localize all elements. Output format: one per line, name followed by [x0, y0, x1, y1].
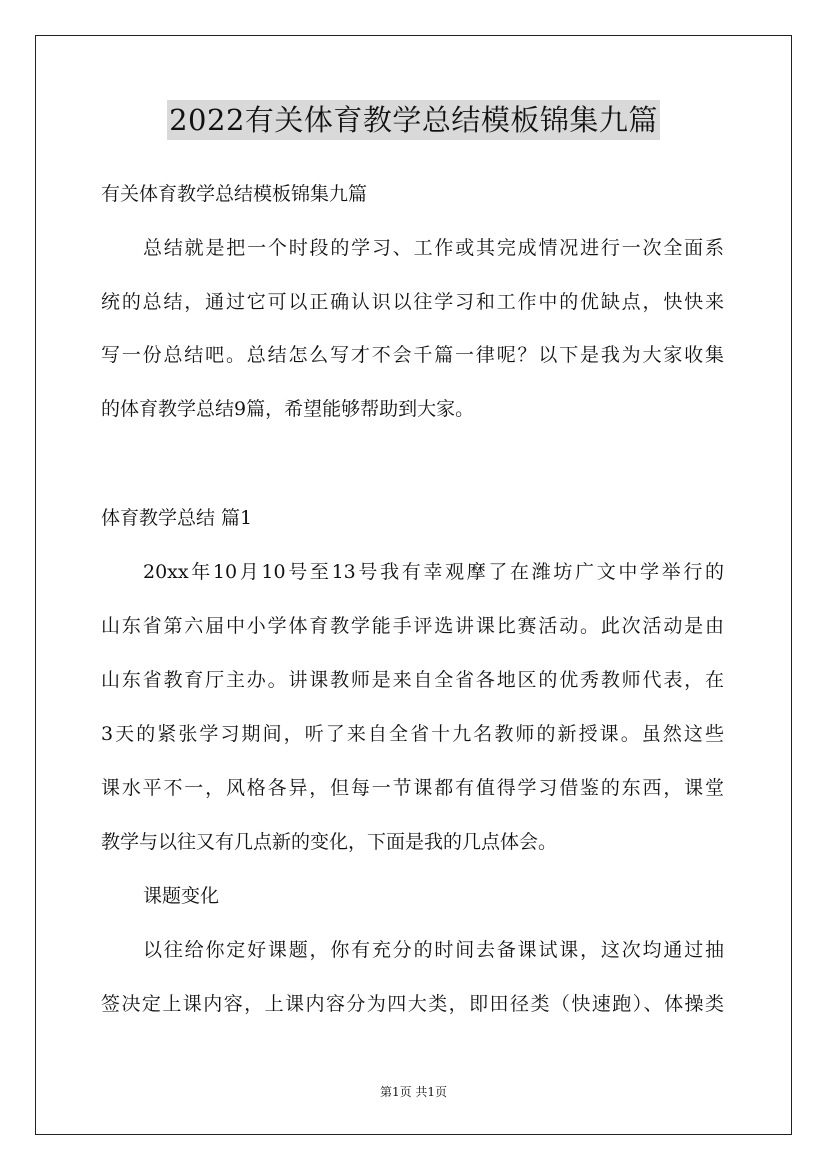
section-line-2: 山东省第六届中小学体育教学能手评选讲课比赛活动。此次活动是由 [101, 615, 724, 637]
para2-line-2: 签决定上课内容，上课内容分为四大类，即田径类（快速跑）、体操类 [101, 993, 724, 1015]
subheading: 课题变化 [143, 885, 220, 907]
intro-line-2: 统的总结，通过它可以正确认识以往学习和工作中的优缺点，快快来 [101, 291, 724, 313]
section-line-3: 山东省教育厅主办。讲课教师是来自全省各地区的优秀教师代表，在 [101, 669, 724, 691]
para2-line-1: 以往给你定好课题，你有充分的时间去备课试课，这次均通过抽 [143, 939, 724, 961]
section-line-5: 课水平不一，风格各异，但每一节课都有值得学习借鉴的东西，课堂 [101, 777, 724, 799]
document-title: 2022有关体育教学总结模板锦集九篇 [167, 100, 660, 140]
subtitle: 有关体育教学总结模板锦集九篇 [101, 183, 368, 205]
page-footer: 第1页 共1页 [379, 1085, 448, 1099]
section-line-1: 20xx年10月10号至13号我有幸观摩了在潍坊广文中学举行的 [143, 561, 724, 583]
title-container [0, 100, 827, 140]
intro-line-3: 写一份总结吧。总结怎么写才不会千篇一律呢？以下是我为大家收集 [101, 344, 724, 366]
intro-line-4: 的体育教学总结9篇，希望能够帮助到大家。 [101, 398, 475, 420]
section-heading: 体育教学总结 篇1 [101, 507, 253, 529]
intro-line-1: 总结就是把一个时段的学习、工作或其完成情况进行一次全面系 [143, 237, 724, 259]
section-line-6: 教学与以往又有几点新的变化，下面是我的几点体会。 [101, 831, 558, 853]
section-line-4: 3天的紧张学习期间，听了来自全省十九名教师的新授课。虽然这些 [101, 723, 724, 745]
